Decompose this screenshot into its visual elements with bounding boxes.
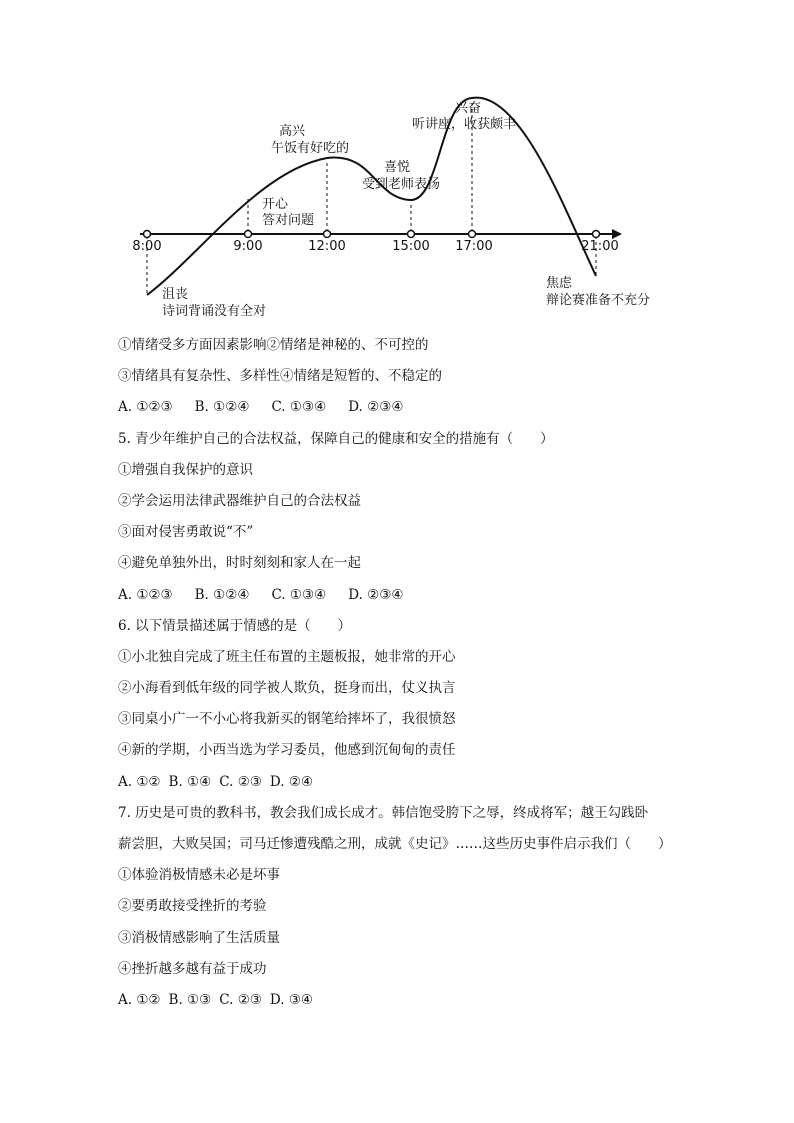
question-content [118, 330, 718, 1016]
tick-marker-17 [469, 231, 476, 238]
annotation-reason: 答对问题 [262, 213, 315, 228]
tick-marker-15 [408, 231, 415, 238]
annotation-reason: 午饭有好吃的 [271, 141, 350, 156]
tick-marker-9 [245, 231, 252, 238]
q5-item: ①增强自我保护的意识 [118, 461, 253, 478]
option-a[interactable]: A. ①②③ [118, 586, 173, 603]
option-c[interactable]: C. ②③ [219, 991, 262, 1008]
q6-item: ③同桌小广一不小心将我新买的钢笔给摔坏了，我很愤怒 [118, 711, 456, 728]
q4-options [118, 392, 718, 423]
q6-options [118, 767, 718, 798]
q6-stem: 6. 以下情景描述属于情感的是（ ） [118, 617, 352, 634]
q6-item: ②小海看到低年级的同学被人欺负，挺身而出，仗义执言 [118, 680, 456, 697]
annotation-reason: 诗词背诵没有全对 [162, 304, 267, 319]
tick-marker-8 [144, 231, 151, 238]
option-d[interactable]: D. ③④ [269, 991, 314, 1008]
option-d[interactable]: D. ②③④ [348, 586, 404, 603]
q7-stem-line-1: 7. 历史是可贵的教科书，教会我们成长成才。韩信饱受胯下之辱，终成将军；越王勾践卧 [118, 804, 649, 821]
tick-marker-21 [593, 231, 600, 238]
tick-label: 8:00 [132, 239, 162, 254]
option-c[interactable]: C. ①③④ [271, 586, 327, 603]
option-d[interactable]: D. ②③④ [348, 399, 404, 416]
q7-options [118, 985, 718, 1016]
q6-item: ④新的学期，小西当选为学习委员，他感到沉甸甸的责任 [118, 742, 456, 759]
option-b[interactable]: B. ①②④ [194, 586, 250, 603]
option-a[interactable]: A. ①②③ [118, 399, 173, 416]
annotation-emotion: 高兴 [279, 124, 306, 139]
q7-stem-line-2: 薪尝胆，大败吴国；司马迁惨遭残酷之刑，成就《史记》……这些历史事件启示我们（ ） [118, 836, 672, 852]
annotation-reason: 听讲座，收获颇丰 [412, 117, 517, 132]
tick-marker-12 [324, 231, 331, 238]
q7-item: ②要勇敢接受挫折的考验 [118, 898, 267, 915]
q5-item: ②学会运用法律武器维护自己的合法权益 [118, 492, 361, 509]
tick-label: 17:00 [455, 239, 493, 254]
annotation-emotion: 喜悦 [384, 160, 411, 175]
axis-arrow [612, 229, 622, 239]
q5-stem: 5. 青少年维护自己的合法权益，保障自己的健康和安全的措施有（ ） [118, 430, 554, 447]
q7-item: ③消极情感影响了生活质量 [118, 929, 280, 946]
tick-label: 9:00 [233, 239, 263, 254]
annotation-emotion: 兴奋 [455, 101, 482, 116]
option-b[interactable]: B. ①③ [168, 991, 212, 1008]
option-a[interactable]: A. ①② [118, 991, 161, 1008]
tick-label: 15:00 [392, 239, 430, 254]
option-b[interactable]: B. ①②④ [194, 399, 250, 416]
annotation-emotion: 焦虑 [546, 276, 573, 291]
emotion-curve [147, 98, 596, 295]
annotation-reason: 辩论赛准备不充分 [546, 293, 651, 308]
q6-item: ①小北独自完成了班主任布置的主题板报，她非常的开心 [118, 648, 456, 665]
q5-item: ④避免单独外出，时时刻刻和家人在一起 [118, 555, 361, 572]
q4-statement-2: ③情绪具有复杂性、多样性④情绪是短暂的、不稳定的 [118, 368, 442, 385]
annotation-emotion: 开心 [262, 197, 289, 212]
q5-item: ③面对侵害勇敢说“不” [118, 524, 254, 541]
q4-statement-1: ①情绪受多方面因素影响②情绪是神秘的、不可控的 [118, 337, 429, 353]
annotation-emotion: 沮丧 [162, 287, 189, 302]
q7-item: ①体验消极情感未必是坏事 [118, 867, 280, 884]
option-c[interactable]: C. ①③④ [271, 399, 327, 416]
q5-options [118, 580, 718, 611]
annotation-reason: 受到老师表扬 [362, 177, 441, 192]
option-c[interactable]: C. ②③ [219, 773, 262, 790]
tick-label: 21:00 [581, 239, 619, 254]
option-d[interactable]: D. ②④ [269, 773, 314, 790]
option-b[interactable]: B. ①④ [168, 773, 212, 790]
option-a[interactable]: A. ①② [118, 773, 161, 790]
emotion-curve-figure [0, 0, 794, 330]
tick-label: 12:00 [308, 239, 346, 254]
q7-item: ④挫折越多越有益于成功 [118, 960, 267, 977]
